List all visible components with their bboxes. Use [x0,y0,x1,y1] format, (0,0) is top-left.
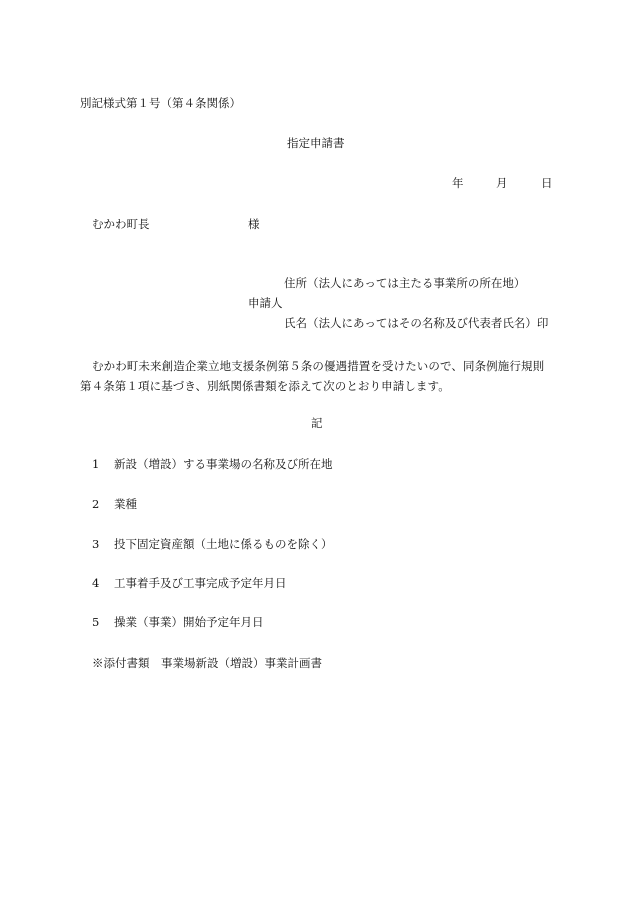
item-text: 投下固定資産額（土地に係るものを除く） [114,537,333,551]
item-text: 操業（事業）開始予定年月日 [114,615,264,629]
applicant-address-line: 住所（法人にあっては主たる事業所の所在地） [284,276,526,290]
document-title: 指定申請書 [287,136,345,150]
addressee-honorific: 様 [248,217,260,231]
item-text: 新設（増設）する事業場の名称及び所在地 [114,457,333,471]
item-number: 4 [92,576,100,590]
date-year-label: 年 [452,176,464,190]
item-number: 5 [92,615,100,629]
item-number: 1 [92,457,100,471]
attachment-note: ※添付書類 事業場新設（増設）事業計画書 [92,656,322,670]
list-item [92,617,264,629]
body-paragraph: むかわ町未来創造企業立地支援条例第５条の優遇措置を受けたいので、同条例施行規則第４条第１項に基づき、別紙関係書類を添えて次のとおり申請します。 [80,359,545,393]
item-number: 2 [92,497,100,511]
item-text: 工事着手及び工事完成予定年月日 [114,576,287,590]
list-item [92,578,287,590]
date-day-label: 日 [541,176,553,190]
item-number: 3 [92,537,100,551]
ki-heading: 記 [311,416,323,430]
date-month-label: 月 [496,176,508,190]
addressee: むかわ町長 [92,217,150,231]
list-item [92,459,333,471]
form-number-label: 別記様式第１号（第４条関係） [80,96,241,110]
applicant-label: 申請人 [248,296,283,310]
applicant-name-line: 氏名（法人にあってはその名称及び代表者氏名）印 [284,316,549,330]
list-item [92,539,333,551]
item-text: 業種 [114,497,137,511]
list-item [92,499,137,511]
